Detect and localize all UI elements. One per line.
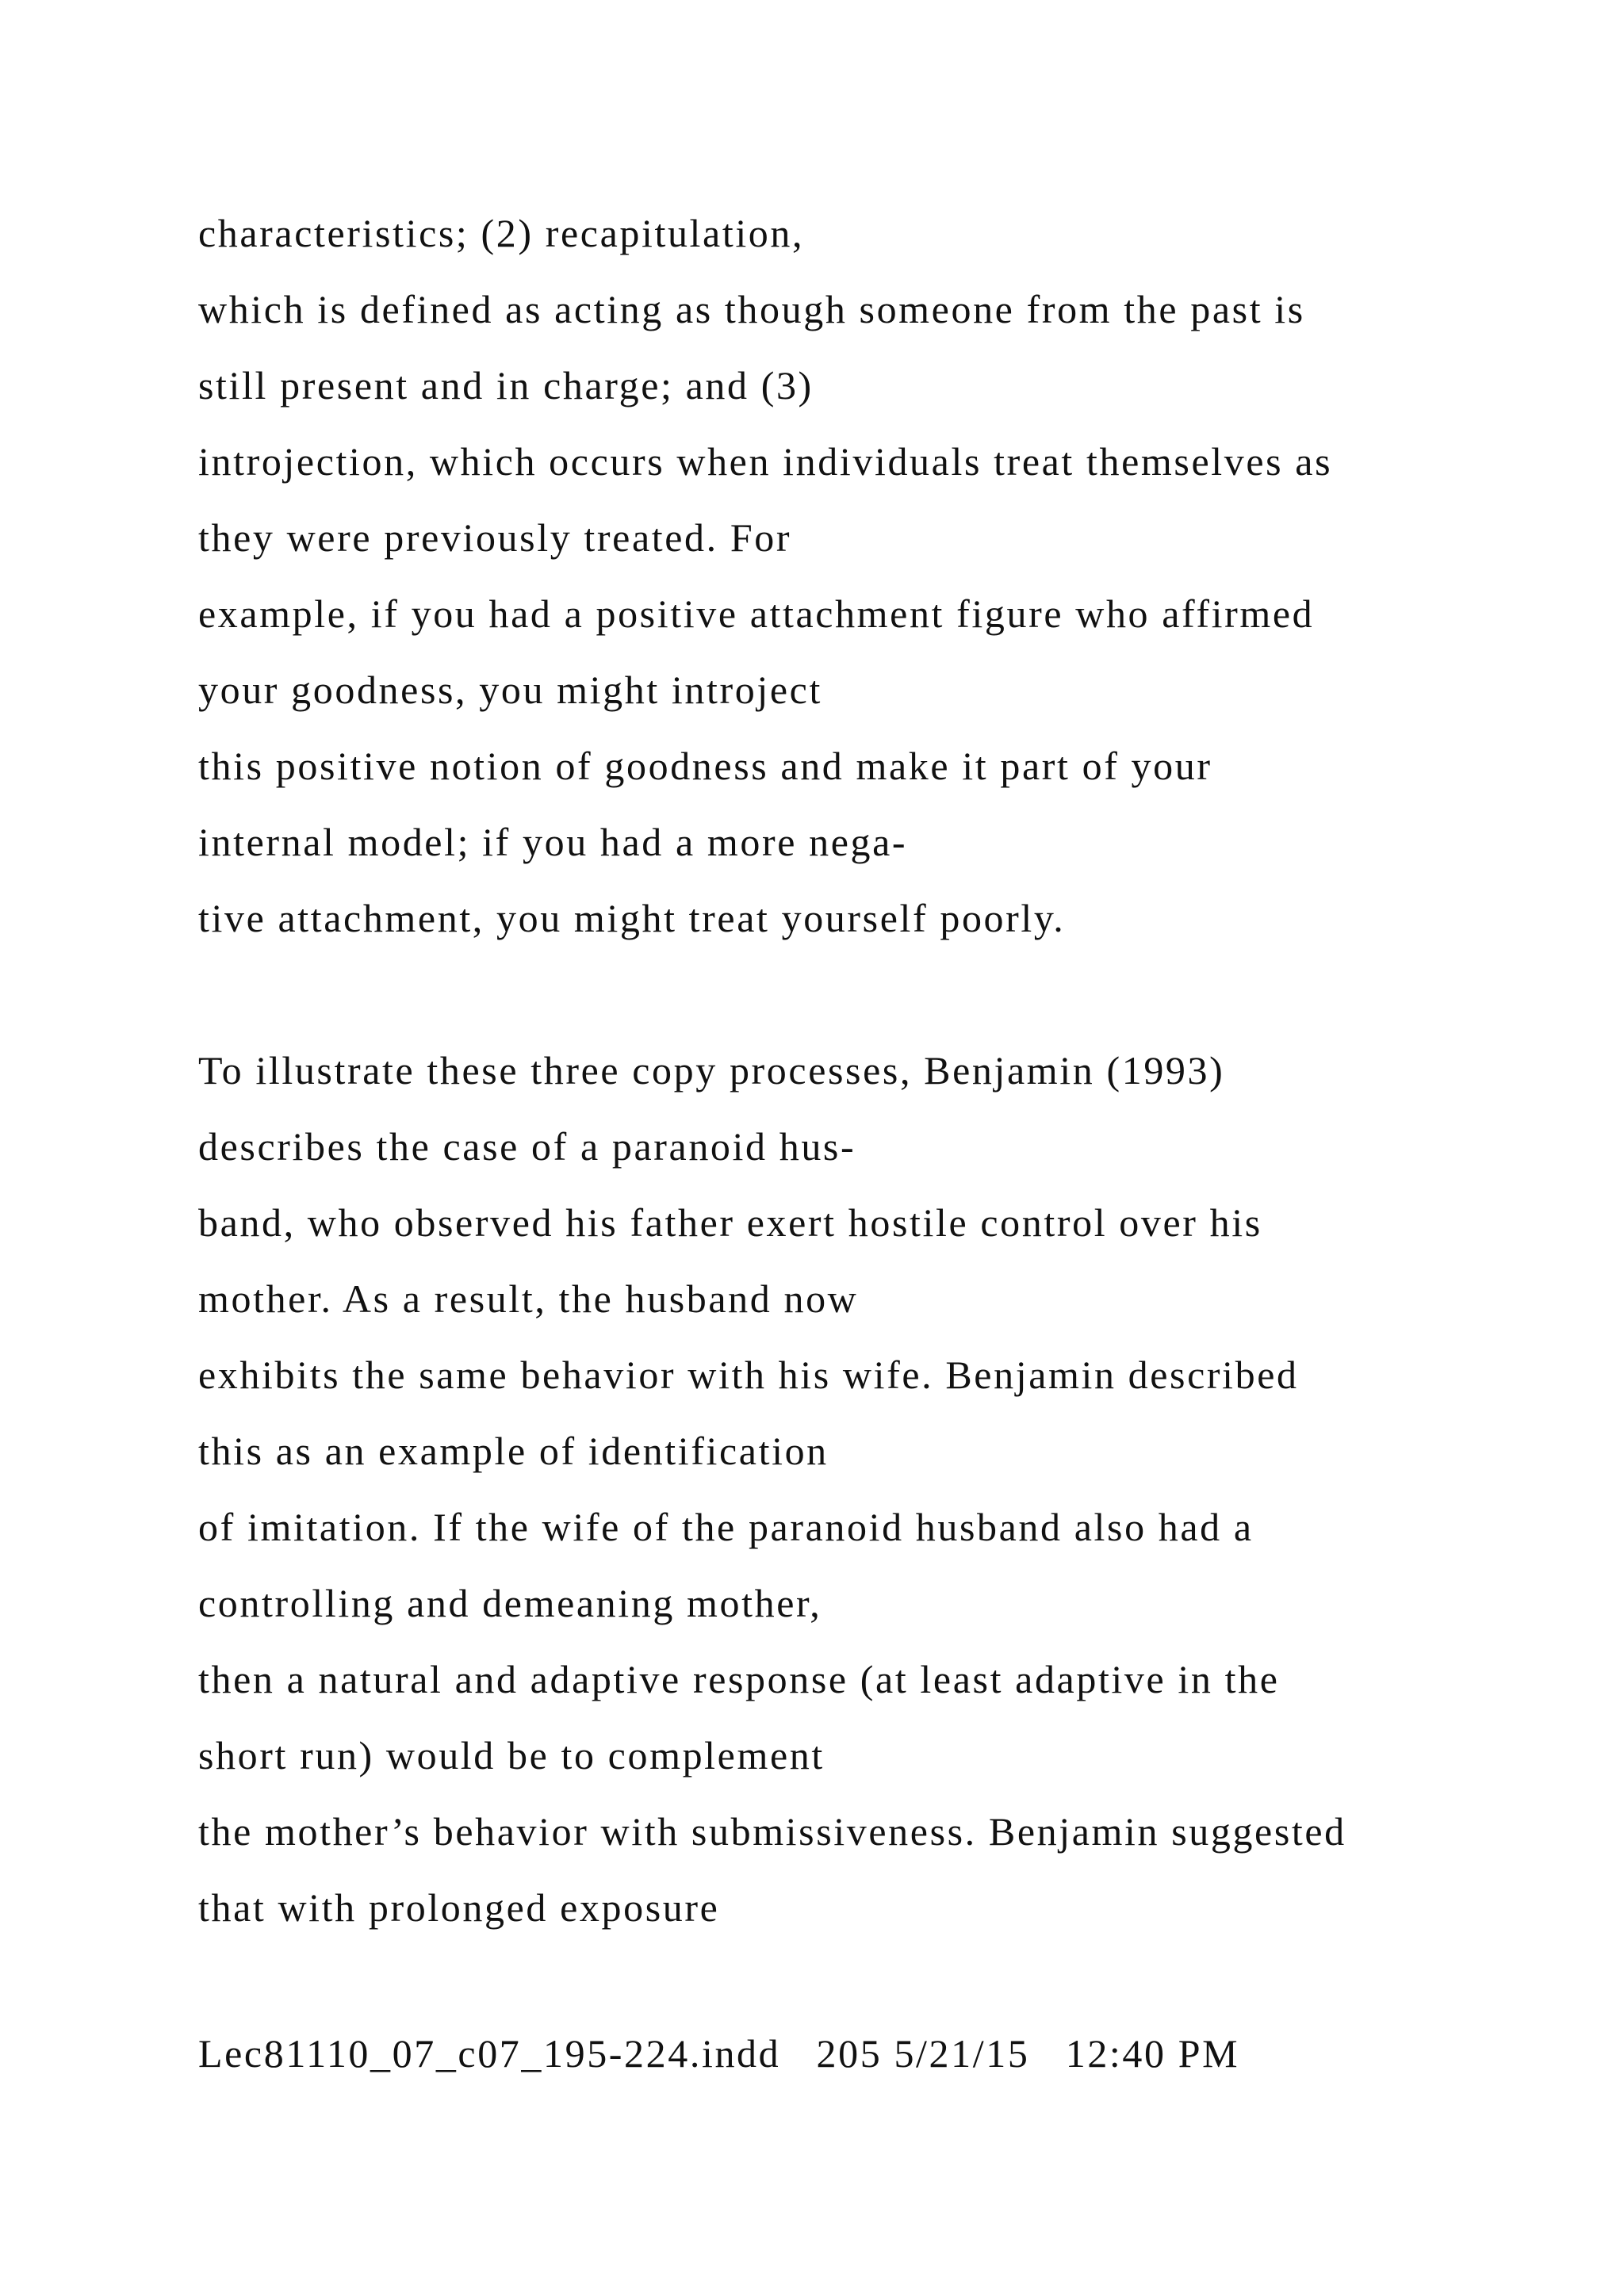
text-line: the mother’s behavior with submissiveness. Benjamin suggested [198,1809,1346,1854]
text-line: your goodness, you might introject [198,668,822,712]
text-line: tive attachment, you might treat yourself poorly. [198,896,1066,940]
text-line: of imitation. If the wife of the paranoid husband also had a [198,1505,1254,1549]
text-line: example, if you had a positive attachment figure who affirmed [198,591,1315,636]
paragraph-1 [198,195,1546,956]
text-line: band, who observed his father exert hostile control over his [198,1200,1262,1245]
paragraph-2 [198,1032,1546,1946]
text-line: this as an example of identification [198,1429,829,1473]
text-line: then a natural and adaptive response (at least adaptive in the [198,1657,1280,1701]
text-line: internal model; if you had a more nega- [198,820,908,864]
text-line: short run) would be to complement [198,1733,825,1777]
text-line: To illustrate these three copy processes, Benjamin (1993) [198,1048,1225,1093]
body-text [198,195,1546,1946]
text-line: this positive notion of goodness and make it part of your [198,744,1212,788]
text-line: they were previously treated. For [198,515,792,560]
text-line: describes the case of a paranoid hus- [198,1124,856,1169]
text-line: characteristics; (2) recapitulation, [198,211,805,255]
text-line: that with prolonged exposure [198,1885,720,1930]
text-line: still present and in charge; and (3) [198,363,814,408]
text-line: introjection, which occurs when individuals treat themselves as [198,439,1333,484]
text-line: which is defined as acting as though someone from the past is [198,287,1305,331]
text-line: exhibits the same behavior with his wife. Benjamin described [198,1353,1299,1397]
text-line: controlling and demeaning mother, [198,1581,822,1625]
text-line: mother. As a result, the husband now [198,1276,859,1321]
print-footer: Lec81110_07_c07_195-224.indd 205 5/21/15 12:40 PM [198,2031,1240,2076]
paragraph-gap [198,956,1546,1032]
